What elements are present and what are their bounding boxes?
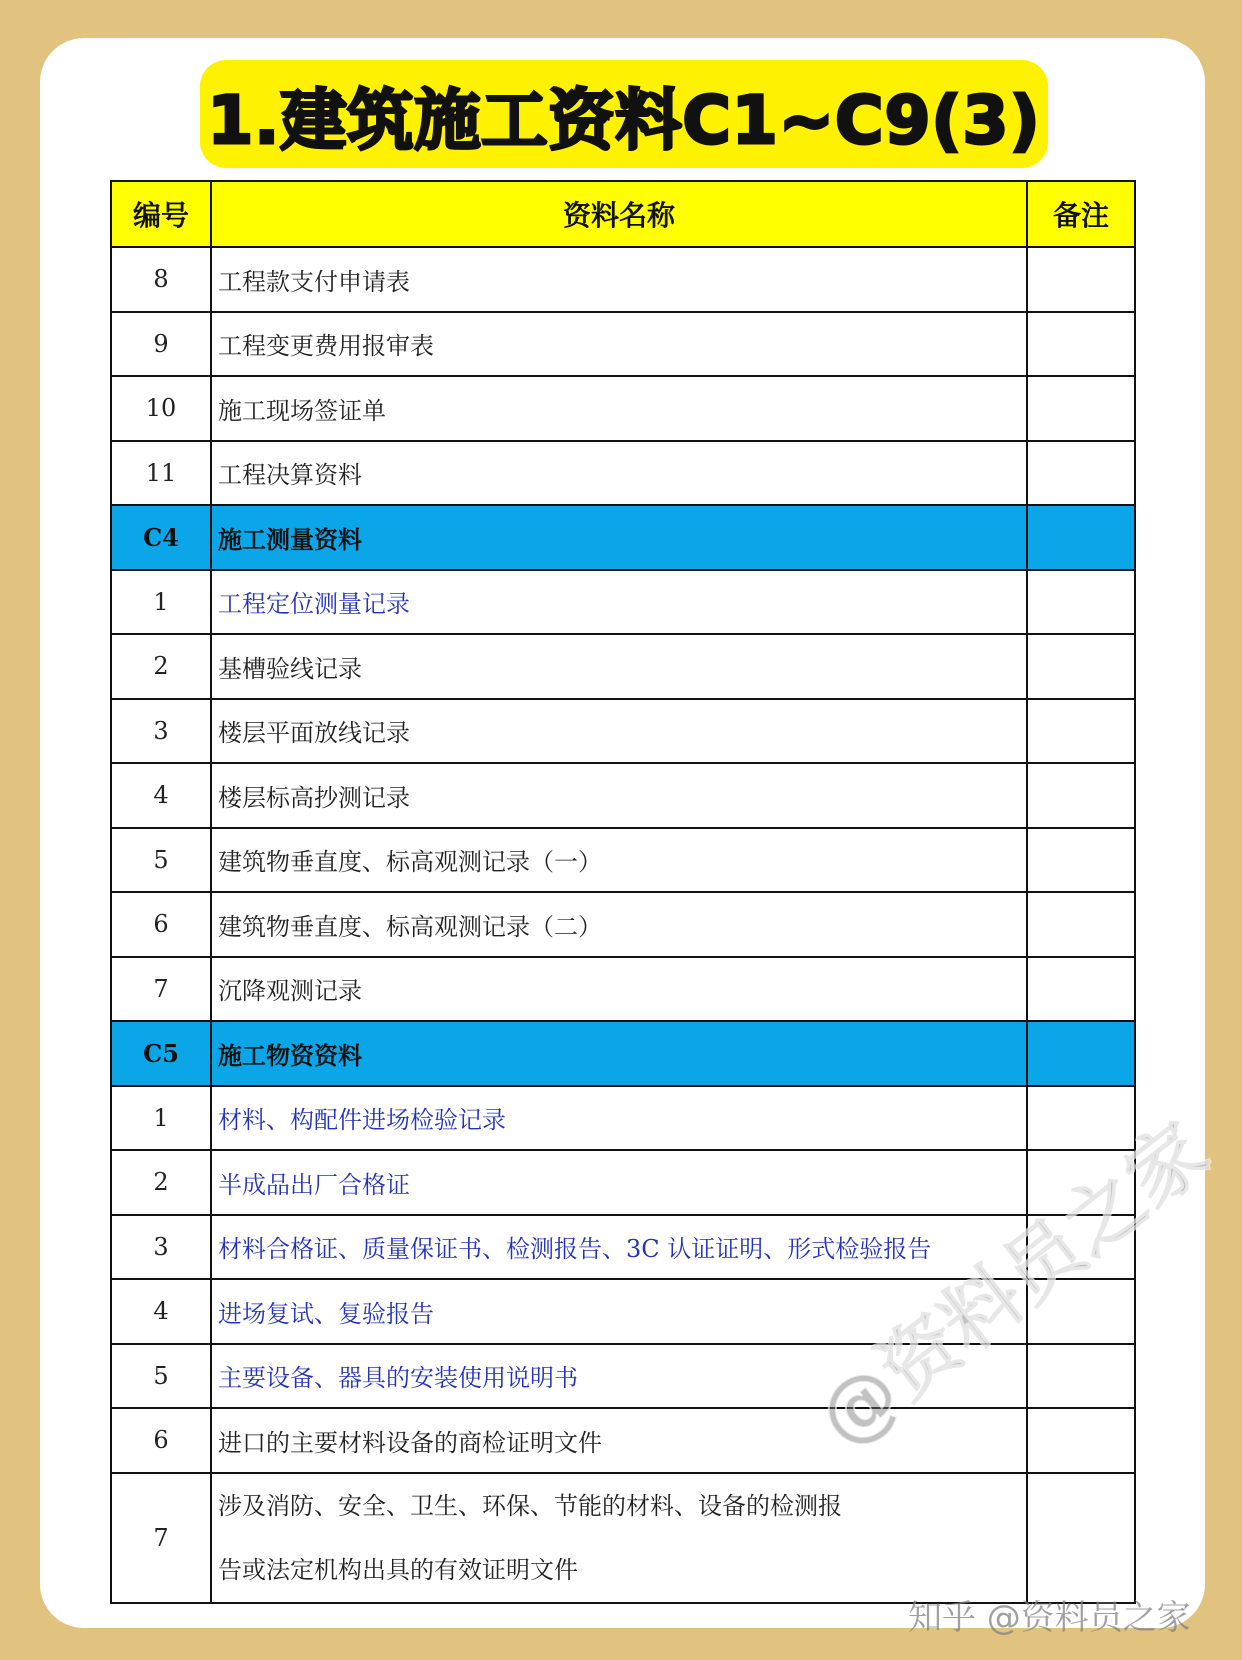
row-name: 楼层平面放线记录 [211, 699, 1027, 764]
table-row [111, 763, 1135, 828]
table-row [111, 634, 1135, 699]
table-row [111, 1473, 1135, 1603]
row-name: 工程变更费用报审表 [211, 312, 1027, 377]
row-num: 9 [111, 312, 211, 377]
row-note [1027, 1473, 1135, 1603]
row-name: 基槽验线记录 [211, 634, 1027, 699]
row-name-line-1: 涉及消防、安全、卫生、环保、节能的材料、设备的检测报 [218, 1491, 842, 1520]
table-row [111, 441, 1135, 506]
row-note [1027, 634, 1135, 699]
row-note [1027, 892, 1135, 957]
row-num: 2 [111, 634, 211, 699]
row-note [1027, 957, 1135, 1022]
row-note [1027, 1344, 1135, 1409]
page-title: 1.建筑施工资料C1~C9(3) [207, 81, 1041, 159]
row-num: 8 [111, 247, 211, 312]
row-num: 11 [111, 441, 211, 506]
row-num: C4 [111, 505, 211, 570]
row-note [1027, 1021, 1135, 1086]
row-note [1027, 828, 1135, 893]
row-num: 10 [111, 376, 211, 441]
table-row [111, 1086, 1135, 1151]
row-num: 5 [111, 828, 211, 893]
table-row [111, 312, 1135, 377]
table-row [111, 1408, 1135, 1473]
table-row [111, 376, 1135, 441]
row-num: 5 [111, 1344, 211, 1409]
table-row [111, 1150, 1135, 1215]
row-num: 1 [111, 1086, 211, 1151]
row-name [211, 1473, 1027, 1603]
row-num: 1 [111, 570, 211, 635]
row-num: 3 [111, 699, 211, 764]
table-row [111, 699, 1135, 764]
row-name: 沉降观测记录 [211, 957, 1027, 1022]
watermark-diagonal: @资料员之家 [801, 1106, 1226, 1466]
header-name: 资料名称 [211, 181, 1027, 247]
row-note [1027, 763, 1135, 828]
document-table [110, 180, 1136, 1604]
row-note [1027, 570, 1135, 635]
row-num: C5 [111, 1021, 211, 1086]
row-num: 7 [111, 1473, 211, 1603]
row-name: 施工测量资料 [211, 505, 1027, 570]
row-note [1027, 376, 1135, 441]
row-note [1027, 441, 1135, 506]
table-row [111, 570, 1135, 635]
row-note [1027, 312, 1135, 377]
row-name: 工程决算资料 [211, 441, 1027, 506]
row-num: 3 [111, 1215, 211, 1280]
row-name: 材料合格证、质量保证书、检测报告、3C 认证证明、形式检验报告 [211, 1215, 1027, 1280]
row-note [1027, 1408, 1135, 1473]
row-name: 建筑物垂直度、标高观测记录（一） [211, 828, 1027, 893]
watermark-bottom: 知乎 @资料员之家 [908, 1598, 1191, 1638]
row-note [1027, 699, 1135, 764]
table-row [111, 957, 1135, 1022]
row-name: 进场复试、复验报告 [211, 1279, 1027, 1344]
row-num: 7 [111, 957, 211, 1022]
row-name: 半成品出厂合格证 [211, 1150, 1027, 1215]
row-name: 工程定位测量记录 [211, 570, 1027, 635]
row-name: 材料、构配件进场检验记录 [211, 1086, 1027, 1151]
row-note [1027, 247, 1135, 312]
row-name: 楼层标高抄测记录 [211, 763, 1027, 828]
row-name: 建筑物垂直度、标高观测记录（二） [211, 892, 1027, 957]
row-name: 施工物资资料 [211, 1021, 1027, 1086]
header-note: 备注 [1027, 181, 1135, 247]
title-banner [200, 60, 1048, 168]
header-num: 编号 [111, 181, 211, 247]
table-row [111, 828, 1135, 893]
table-row [111, 247, 1135, 312]
row-name-line-2: 告或法定机构出具的有效证明文件 [218, 1555, 578, 1584]
row-name: 工程款支付申请表 [211, 247, 1027, 312]
row-num: 6 [111, 892, 211, 957]
row-num: 4 [111, 763, 211, 828]
section-row [111, 505, 1135, 570]
table-body [111, 247, 1135, 1603]
row-name: 主要设备、器具的安装使用说明书 [211, 1344, 1027, 1409]
row-name: 施工现场签证单 [211, 376, 1027, 441]
row-name: 进口的主要材料设备的商检证明文件 [211, 1408, 1027, 1473]
row-note [1027, 505, 1135, 570]
table-row [111, 892, 1135, 957]
table-header-row [111, 181, 1135, 247]
row-num: 2 [111, 1150, 211, 1215]
row-num: 6 [111, 1408, 211, 1473]
section-row [111, 1021, 1135, 1086]
row-num: 4 [111, 1279, 211, 1344]
